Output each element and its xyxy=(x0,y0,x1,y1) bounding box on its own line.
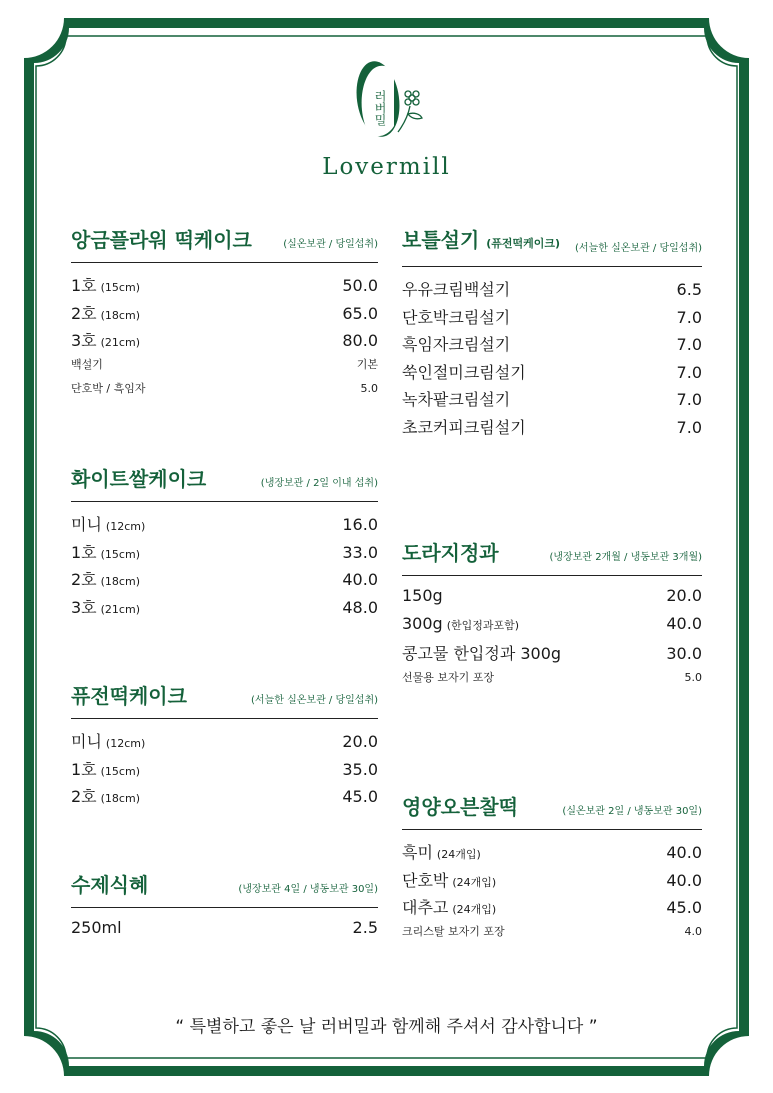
menu-item xyxy=(402,415,702,443)
item-price: 2.5 xyxy=(352,918,378,937)
item-name: 콩고물 한입정과 300g xyxy=(402,644,562,663)
item-size: (15cm) xyxy=(100,764,140,778)
menu-item xyxy=(402,586,702,614)
item-price: 33.0 xyxy=(342,542,378,562)
item-price: 80.0 xyxy=(342,331,378,350)
item-price: 7.0 xyxy=(676,335,702,354)
section-note: (서늘한 실온보관 / 당일섭취) xyxy=(251,695,378,706)
item-price: 65.0 xyxy=(342,303,378,323)
menu-item xyxy=(402,840,702,868)
item-size: (한입정과포함) xyxy=(446,618,520,632)
section-title: 도라지정과 xyxy=(402,541,499,565)
item-name: 250ml xyxy=(71,918,122,937)
item-list xyxy=(71,512,378,622)
menu-item xyxy=(402,868,702,896)
menu-item xyxy=(71,729,378,757)
section-header xyxy=(71,467,378,502)
section-header xyxy=(71,684,378,719)
item-price: 16.0 xyxy=(342,515,378,534)
section-header xyxy=(402,228,702,267)
menu-option xyxy=(71,380,378,404)
menu-item xyxy=(71,784,378,812)
item-name: 2호 xyxy=(71,787,97,806)
section-white-rice-cake xyxy=(71,467,378,622)
item-name: 미니 xyxy=(71,515,102,534)
section-note: (실온보관 / 당일섭취) xyxy=(283,239,378,250)
menu-option xyxy=(402,669,702,693)
item-name: 단호박 xyxy=(402,870,449,890)
section-bottle-seolgi xyxy=(402,228,702,442)
item-size: (15cm) xyxy=(100,547,140,561)
item-size: (15cm) xyxy=(100,281,140,294)
section-note: (서늘한 실온보관 / 당일섭취) xyxy=(575,243,702,254)
menu-option xyxy=(402,923,702,947)
section-sikhye xyxy=(71,873,378,946)
item-size: (18cm) xyxy=(100,575,140,588)
section-doraji xyxy=(402,541,702,693)
section-header xyxy=(71,228,378,263)
item-price: 40.0 xyxy=(342,570,378,589)
item-size: (12cm) xyxy=(105,737,146,750)
item-price: 50.0 xyxy=(342,276,378,295)
item-list xyxy=(71,918,378,946)
item-name: 흑임자크림설기 xyxy=(402,335,511,354)
menu-item xyxy=(402,305,702,333)
section-header xyxy=(402,795,702,830)
menu-item xyxy=(402,641,702,669)
section-title: 퓨전떡케이크 xyxy=(71,684,187,708)
item-size: (24개입) xyxy=(452,875,497,889)
item-price: 20.0 xyxy=(342,732,378,751)
menu-item xyxy=(71,512,378,540)
item-name: 3호 xyxy=(71,331,97,350)
menu-item xyxy=(71,328,378,356)
item-name: 단호박크림설기 xyxy=(402,307,511,327)
item-price: 4.0 xyxy=(684,924,702,938)
section-note: (실온보관 2일 / 냉동보관 30일) xyxy=(562,806,702,817)
item-size: (21cm) xyxy=(100,602,140,616)
item-price: 40.0 xyxy=(666,870,702,890)
menu-item xyxy=(71,540,378,568)
item-name: 1호 xyxy=(71,759,97,779)
menu-item xyxy=(71,595,378,623)
section-note: (냉장보관 2개월 / 냉동보관 3개월) xyxy=(549,552,702,563)
item-name: 300g xyxy=(402,613,443,633)
item-size: (18cm) xyxy=(100,308,140,322)
section-header xyxy=(71,873,378,908)
menu-item xyxy=(71,918,378,946)
menu-item xyxy=(71,757,378,785)
item-name: 미니 xyxy=(71,732,102,751)
item-name: 녹차팥크림설기 xyxy=(402,390,511,409)
item-price: 30.0 xyxy=(666,644,702,663)
item-price: 40.0 xyxy=(666,843,702,862)
item-list xyxy=(402,840,702,947)
item-name: 쑥인절미크림설기 xyxy=(402,362,526,382)
section-note: (냉장보관 4일 / 냉동보관 30일) xyxy=(238,884,378,895)
item-name: 백설기 xyxy=(71,357,103,371)
item-size: (24개입) xyxy=(436,848,481,861)
item-name: 선물용 보자기 포장 xyxy=(402,670,495,684)
item-name: 1호 xyxy=(71,276,97,295)
flower-icon xyxy=(398,91,422,132)
menu-item xyxy=(71,567,378,595)
menu-item xyxy=(71,273,378,301)
item-name: 크리스탈 보자기 포장 xyxy=(402,924,505,938)
item-price: 40.0 xyxy=(666,613,702,633)
item-name: 우유크림백설기 xyxy=(402,280,511,299)
brand-name: Lovermill xyxy=(322,154,451,180)
item-price: 45.0 xyxy=(342,787,378,806)
item-price: 6.5 xyxy=(676,280,702,299)
footer-message: “ 특별하고 좋은 날 러버밀과 함께해 주셔서 감사합니다 ” xyxy=(175,1017,598,1037)
section-title: 영양오븐찰떡 xyxy=(402,795,518,819)
item-name: 1호 xyxy=(71,542,97,562)
menu-item xyxy=(402,360,702,388)
item-price: 48.0 xyxy=(342,597,378,617)
item-list xyxy=(402,277,702,442)
section-note: (냉장보관 / 2일 이내 섭취) xyxy=(260,478,378,489)
item-price: 7.0 xyxy=(676,417,702,437)
item-list xyxy=(402,586,702,693)
item-name: 단호박 / 흑임자 xyxy=(71,381,146,395)
item-list xyxy=(71,273,378,404)
menu-option xyxy=(71,356,378,380)
section-fusion-cake xyxy=(71,684,378,812)
item-size: (12cm) xyxy=(105,520,146,533)
section-title-note: (퓨전떡케이크) xyxy=(486,237,561,250)
menu-item xyxy=(402,277,702,305)
item-price: 45.0 xyxy=(666,898,702,917)
section-title-text: 보틀설기 xyxy=(402,228,480,252)
brand-logo xyxy=(0,52,773,180)
item-price: 35.0 xyxy=(342,759,378,779)
item-price: 20.0 xyxy=(666,586,702,605)
item-price: 7.0 xyxy=(676,390,702,409)
section-title: 화이트쌀케이크 xyxy=(71,467,207,491)
menu-item xyxy=(402,332,702,360)
item-name: 2호 xyxy=(71,303,97,323)
menu-item xyxy=(402,614,702,642)
section-title: 수제식혜 xyxy=(71,873,149,897)
section-angeum-cake xyxy=(71,228,378,404)
item-name: 대추고 xyxy=(402,898,449,917)
section-oven-chaltteok xyxy=(402,795,702,947)
item-size: (18cm) xyxy=(100,792,140,805)
item-name: 초코커피크림설기 xyxy=(402,417,526,437)
menu-item xyxy=(402,387,702,415)
item-name: 3호 xyxy=(71,597,97,617)
menu-item xyxy=(402,895,702,923)
logo-mark: 러버밀 xyxy=(372,90,387,126)
section-title xyxy=(402,228,560,256)
item-size: (21cm) xyxy=(100,336,140,349)
menu-item xyxy=(71,301,378,329)
section-title: 앙금플라워 떡케이크 xyxy=(71,228,252,252)
item-price: 기본 xyxy=(356,357,378,371)
item-price: 5.0 xyxy=(360,381,378,395)
item-price: 7.0 xyxy=(676,307,702,327)
item-name: 150g xyxy=(402,586,443,605)
logo-emblem xyxy=(342,52,432,148)
section-header xyxy=(402,541,702,576)
item-name: 2호 xyxy=(71,570,97,589)
item-name: 흑미 xyxy=(402,843,433,862)
item-price: 7.0 xyxy=(676,362,702,382)
item-price: 5.0 xyxy=(684,670,702,684)
item-size: (24개입) xyxy=(452,903,497,916)
item-list xyxy=(71,729,378,812)
